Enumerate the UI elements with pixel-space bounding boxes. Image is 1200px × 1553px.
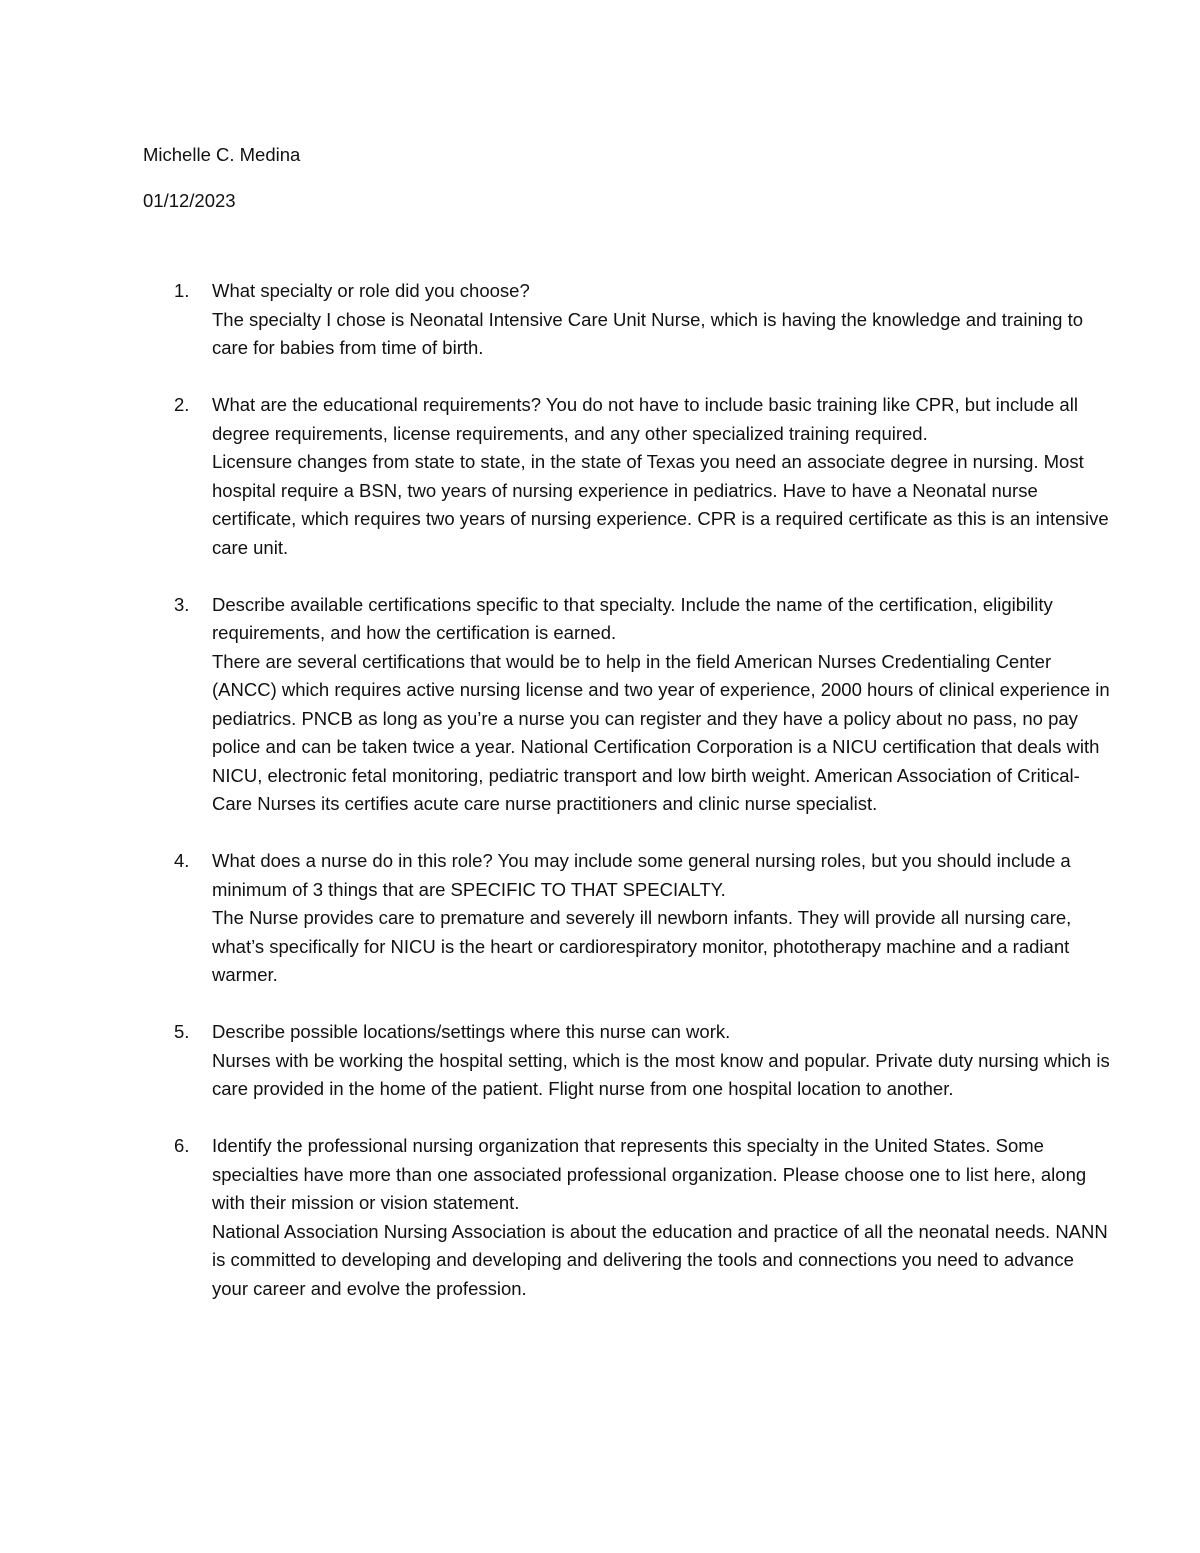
document-date: 01/12/2023 xyxy=(143,190,236,211)
question-text: What does a nurse do in this role? You may include some general nursing roles, but you should include a minimum of 3 things that are SPECIFIC TO THAT SPECIALTY. xyxy=(212,850,1071,900)
list-item xyxy=(0,591,1200,819)
list-item xyxy=(0,277,1200,363)
item-body xyxy=(212,847,1112,990)
list-item xyxy=(0,847,1200,990)
question-text: What are the educational requirements? You do not have to include basic training like CPR, but include all degree requirements, license requirements, and any other specialized training required. xyxy=(212,394,1078,444)
question-text: Identify the professional nursing organization that represents this specialty in the United States. Some specialties have more than one associated professional organization. Please choose one to list here, along with their mission or vision statement. xyxy=(212,1135,1087,1213)
answer-text: The Nurse provides care to premature and severely ill newborn infants. They will provide all nursing care, what’s specifically for NICU is the heart or cardiorespiratory monitor, phototherapy machine and a radiant warmer. xyxy=(212,907,1072,985)
answer-text: Licensure changes from state to state, in the state of Texas you need an associate degree in nursing. Most hospital require a BSN, two years of nursing experience in pediatrics. Have to have a Neonatal nurse certificate, which requires two years of nursing experience. CPR is a required certificate as this is an intensive care unit. xyxy=(212,451,1109,558)
item-number: 3. xyxy=(174,593,190,615)
answer-text: The specialty I chose is Neonatal Intensive Care Unit Nurse, which is having the knowledge and training to care for babies from time of birth. xyxy=(212,308,1083,358)
answer-text: Nurses with be working the hospital setting, which is the most know and popular. Private duty nursing which is care provided in the home of the patient. Flight nurse from one hospital location to another. xyxy=(212,1049,1110,1099)
question-list xyxy=(0,277,1200,1332)
item-number: 1. xyxy=(174,280,190,301)
item-number: 6. xyxy=(174,1135,190,1156)
question-text: Describe possible locations/settings where this nurse can work. xyxy=(212,1021,731,1042)
item-number: 2. xyxy=(174,394,190,415)
item-body xyxy=(212,391,1112,562)
item-body xyxy=(212,277,1112,363)
list-item xyxy=(0,1132,1200,1303)
answer-text: There are several certifications that would be to help in the field American Nurses Credentialing Center (ANCC) which requires active nursing license and two year of experience, 2000 hours of clinical experience in pediatrics. PNCB as long as you’re a nurse you can register and they have a policy about no pass, no pay police and can be taken twice a year. National Certification Corporation is a NICU certification that deals with NICU, electronic fetal monitoring, pediatric transport and low birth weight. American Association of Critical-Care Nurses its certifies acute care nurse practitioners and clinic nurse specialist. xyxy=(212,650,1110,814)
answer-text: National Association Nursing Association is about the education and practice of all the neonatal needs. NANN is committed to developing and developing and delivering the tools and connections you need to advance your career and evolve the profession. xyxy=(212,1220,1108,1299)
list-item xyxy=(0,391,1200,562)
item-body xyxy=(212,1018,1112,1104)
author-name: Michelle C. Medina xyxy=(143,144,301,165)
list-item xyxy=(0,1018,1200,1104)
question-text: Describe available certifications specific to that specialty. Include the name of the certification, eligibility requirements, and how the certification is earned. xyxy=(212,593,1053,643)
item-body xyxy=(212,1132,1112,1303)
item-number: 5. xyxy=(174,1021,190,1042)
item-body xyxy=(212,591,1112,819)
item-number: 4. xyxy=(174,850,190,871)
question-text: What specialty or role did you choose? xyxy=(212,280,530,301)
